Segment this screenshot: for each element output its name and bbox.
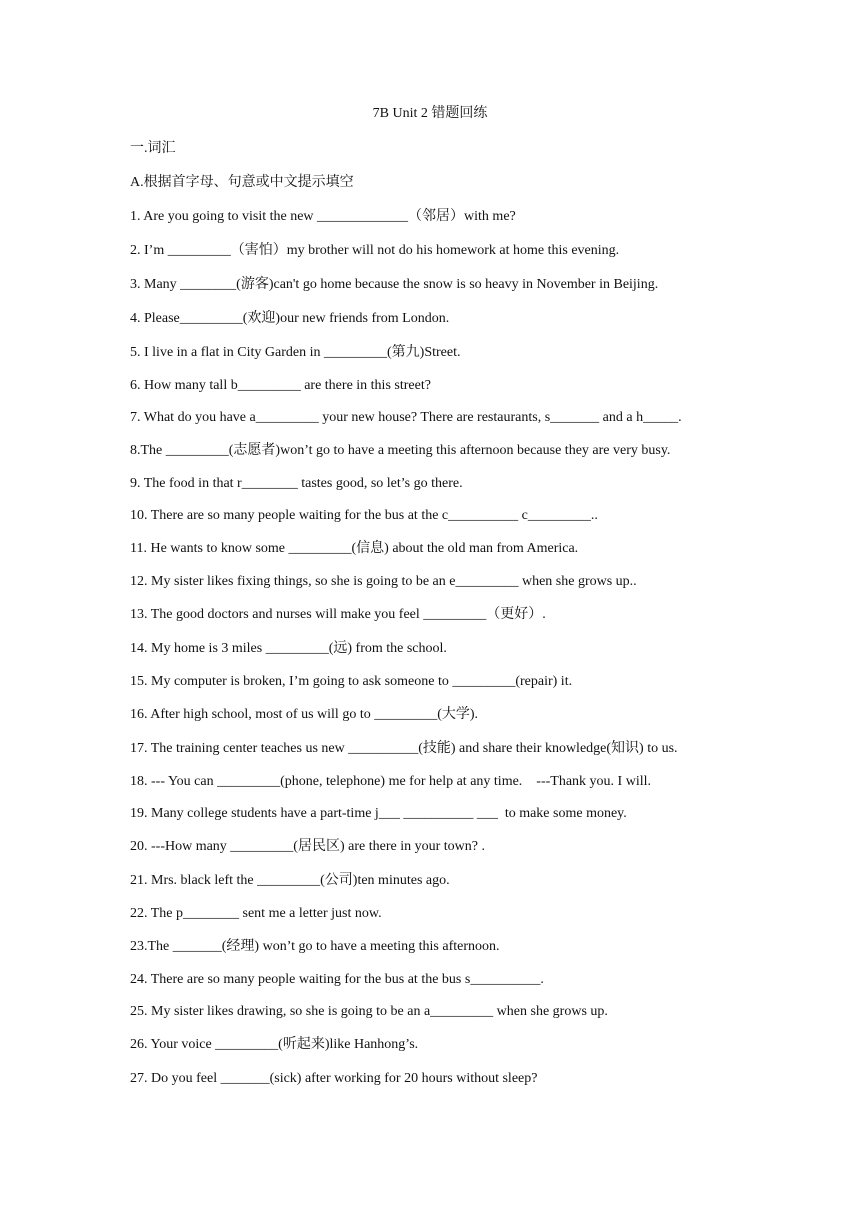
question-item: 14. My home is 3 miles _________(远) from the school. (130, 641, 447, 656)
question-item: 23.The _______(经理) won’t go to have a meeting this afternoon. (130, 939, 500, 954)
question-item: 21. Mrs. black left the _________(公司)ten minutes ago. (130, 873, 450, 888)
section-heading: 一.词汇 (130, 141, 176, 156)
question-item: 22. The p________ sent me a letter just now. (130, 906, 382, 921)
question-item: 19. Many college students have a part-time j___ __________ ___ to make some money. (130, 806, 627, 821)
question-item: 3. Many ________(游客)can't go home because the snow is so heavy in November in Beijing. (130, 277, 659, 292)
question-item: 1. Are you going to visit the new _____________（邻居）with me? (130, 209, 516, 224)
question-item: 10. There are so many people waiting for the bus at the c__________ c_________.. (130, 508, 598, 523)
question-item: 11. He wants to know some _________(信息) about the old man from America. (130, 541, 579, 556)
question-item: 2. I’m _________（害怕）my brother will not do his homework at home this evening. (130, 243, 620, 258)
question-item: 7. What do you have a_________ your new house? There are restaurants, s_______ and a h_____. (130, 410, 682, 425)
question-item: 17. The training center teaches us new __________(技能) and share their knowledge(知识) to us. (130, 741, 678, 756)
question-item: 5. I live in a flat in City Garden in _________(第九)Street. (130, 345, 461, 360)
question-item: 4. Please_________(欢迎)our new friends from London. (130, 311, 450, 326)
subsection-heading: A.根据首字母、句意或中文提示填空 (130, 175, 354, 190)
question-item: 18. --- You can _________(phone, telephone) me for help at any time. ---Thank you. I will. (130, 774, 651, 789)
question-item: 16. After high school, most of us will go to _________(大学). (130, 707, 479, 722)
question-item: 20. ---How many _________(居民区) are there in your town? . (130, 839, 485, 854)
question-item: 15. My computer is broken, I’m going to ask someone to _________(repair) it. (130, 674, 573, 689)
question-item: 12. My sister likes fixing things, so she is going to be an e_________ when she grows up.. (130, 574, 637, 589)
document-title: 7B Unit 2 错题回练 (372, 106, 488, 121)
question-item: 24. There are so many people waiting for the bus at the bus s__________. (130, 972, 544, 987)
question-item: 6. How many tall b_________ are there in this street? (130, 378, 431, 393)
question-item: 9. The food in that r________ tastes good, so let’s go there. (130, 476, 463, 491)
question-item: 26. Your voice _________(听起来)like Hanhong’s. (130, 1037, 419, 1052)
question-item: 27. Do you feel _______(sick) after working for 20 hours without sleep? (130, 1071, 538, 1086)
question-item: 8.The _________(志愿者)won’t go to have a meeting this afternoon because they are very busy. (130, 443, 671, 458)
question-item: 25. My sister likes drawing, so she is going to be an a_________ when she grows up. (130, 1004, 608, 1019)
question-item: 13. The good doctors and nurses will make you feel _________（更好）. (130, 607, 546, 622)
